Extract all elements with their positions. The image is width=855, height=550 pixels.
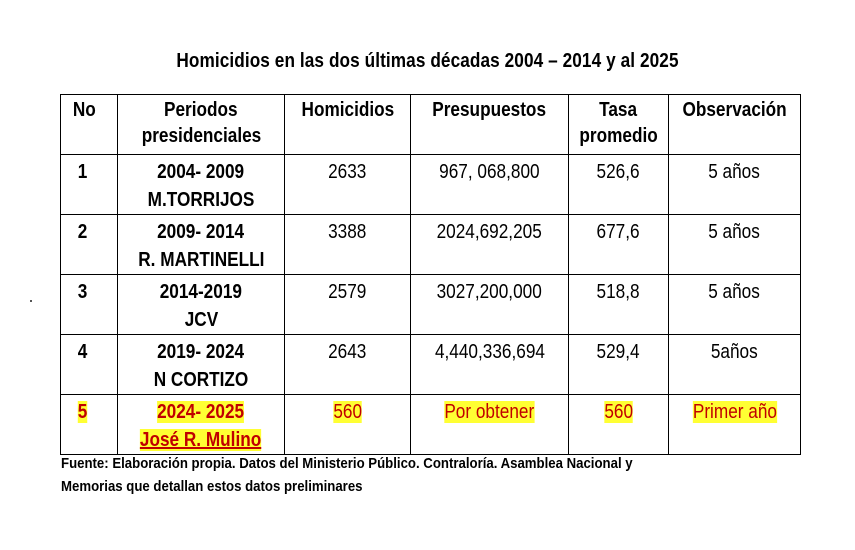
header-periodos: Periodos presidenciales (118, 95, 285, 155)
header-observacion: Observación (669, 95, 801, 155)
table-row: 4 2019- 2024 N CORTIZO 2643 4,440,336,694 529,4 5años (61, 335, 801, 395)
stray-dot (30, 300, 32, 302)
table-row: 3 2014-2019 JCV 2579 3027,200,000 518,8 5 años (61, 275, 801, 335)
source-footnote (61, 452, 821, 498)
table-row: 1 2004- 2009 M.TORRIJOS 2633 967, 068,800 526,6 5 años (61, 155, 801, 215)
page-title: Homicidios en las dos últimas décadas 2004 – 2014 y al 2025 (176, 50, 679, 72)
footnote-line-2: Memorias que detallan estos datos preliminares (61, 478, 363, 495)
header-homicidios: Homicidios (285, 95, 411, 155)
header-no: No (61, 95, 118, 155)
footnote-line-1: Fuente: Elaboración propia. Datos del Ministerio Público. Contraloría. Asamblea Nacional y (61, 455, 633, 472)
table-row-highlighted: 5 2024- 2025 José R. Mulino 560 Por obtener 560 Primer año (61, 395, 801, 455)
homicides-table (60, 94, 801, 455)
header-presupuestos: Presupuestos (411, 95, 569, 155)
header-tasa: Tasa promedio (569, 95, 669, 155)
table-row: 2 2009- 2014 R. MARTINELLI 3388 2024,692,205 677,6 5 años (61, 215, 801, 275)
table-header-row (61, 95, 801, 155)
